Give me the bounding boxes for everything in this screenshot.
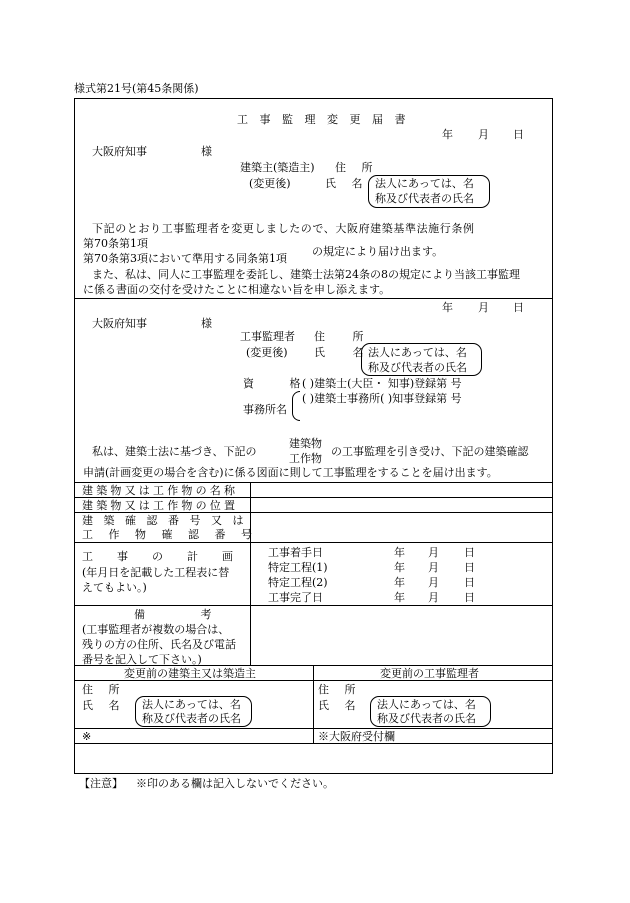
building-option-1[interactable]: 建築物 bbox=[289, 437, 322, 450]
prev-supervisor-name-label[interactable]: 氏 名 bbox=[318, 699, 362, 712]
office-name-label[interactable]: 事務所名 bbox=[243, 403, 287, 416]
section2-addressee: 大阪府知事 bbox=[92, 317, 147, 330]
law-ref-2: 第70条第3項において準用する同条第1項 bbox=[83, 252, 287, 265]
supervisor-changed-label: (変更後) bbox=[246, 346, 288, 359]
qualification-label: 資 格 bbox=[243, 377, 317, 390]
prev-owner-name-label[interactable]: 氏 名 bbox=[82, 699, 126, 712]
asterisk-cell: ※ bbox=[82, 730, 92, 743]
applicant-corp-note-1: 法人にあっては、名 bbox=[375, 177, 474, 190]
section1-body-line2-tail: の規定により届け出ます。 bbox=[312, 245, 444, 258]
section1-body-line1: 下記のとおり工事監理者を変更しましたので、大阪府建築基準法施行条例 bbox=[92, 222, 475, 235]
qualification-line-2[interactable]: ( )建築士事務所( )知事登録第 号 bbox=[302, 392, 462, 405]
supervisor-corp-note-2: 称及び代表者の氏名 bbox=[368, 361, 467, 374]
supervisor-label: 工事監理者 bbox=[240, 330, 295, 343]
prev-owner-corp-note-2: 称及び代表者の氏名 bbox=[142, 712, 241, 725]
prev-owner-corp-note-1: 法人にあっては、名 bbox=[142, 698, 241, 711]
supervisor-address-label[interactable]: 住 所 bbox=[314, 330, 376, 343]
confirm-number-label-2: 工作物確認番号 bbox=[82, 528, 268, 541]
prev-supervisor-corp-note-1: 法人にあっては、名 bbox=[377, 698, 476, 711]
building-location-label: 建築物又は工作物の位置 bbox=[82, 499, 239, 512]
applicant-address-label[interactable]: 住 所 bbox=[335, 161, 379, 174]
plan-note-1: (年月日を記載した工程表に替 bbox=[82, 566, 230, 579]
applicant-label: 建築主(築造主) bbox=[240, 161, 315, 174]
office-brace bbox=[292, 391, 300, 421]
prev-supervisor-address-label[interactable]: 住 所 bbox=[318, 683, 362, 696]
prev-owner-address-label[interactable]: 住 所 bbox=[82, 683, 126, 696]
remarks-note-2: 残りの方の住所、氏名及び電話 bbox=[82, 638, 236, 651]
supervisor-corp-note-1: 法人にあっては、名 bbox=[368, 346, 467, 359]
note-text: ※印のある欄は記入しないでください。 bbox=[136, 777, 334, 790]
plan-label: 工事の計画 bbox=[82, 550, 257, 563]
prev-supervisor-header: 変更前の工事監理者 bbox=[380, 667, 479, 680]
applicant-name-label[interactable]: 氏 名 bbox=[325, 177, 369, 190]
applicant-changed-label: (変更後) bbox=[249, 177, 291, 190]
section1-body-line3: また、私は、同人に工事監理を委託し、建築士法第24条の8の規定により当該工事監理 bbox=[92, 268, 520, 281]
applicant-corp-note-2: 称及び代表者の氏名 bbox=[375, 192, 474, 205]
section-divider bbox=[74, 298, 553, 299]
plan-note-2: えてもよい。) bbox=[82, 581, 147, 594]
section2-honorific: 様 bbox=[201, 317, 212, 330]
section2-body-line2: 申請(計画変更の場合を含む)に係る図面に則して工事監理をすることを届け出ます。 bbox=[83, 466, 498, 479]
prev-owner-header: 変更前の建築主又は築造主 bbox=[124, 667, 256, 680]
qualification-line-1[interactable]: ( )建築士(大臣・ 知事)登録第 号 bbox=[302, 377, 462, 390]
confirm-number-field[interactable] bbox=[251, 513, 552, 542]
remarks-field[interactable] bbox=[251, 606, 552, 665]
form-title: 工 事 監 理 変 更 届 書 bbox=[237, 113, 410, 126]
remarks-note-1: (工事監理者が複数の場合は、 bbox=[82, 623, 230, 636]
section1-body-line4: に係る書面の交付を受けたことに相違ない旨を申し添えます。 bbox=[83, 283, 391, 296]
remarks-label: 備 考 bbox=[134, 608, 238, 621]
form-number: 様式第21号(第45条関係) bbox=[74, 82, 199, 95]
receipt-cell: ※大阪府受付欄 bbox=[318, 730, 395, 743]
remarks-note-3: 番号を記入して下さい。) bbox=[82, 653, 202, 666]
building-location-field[interactable] bbox=[251, 498, 552, 512]
supervisor-name-label[interactable]: 氏 名 bbox=[314, 346, 376, 359]
note-label: 【注意】 bbox=[79, 777, 123, 790]
prev-supervisor-corp-note-2: 称及び代表者の氏名 bbox=[377, 712, 476, 725]
section2-body-line1-tail: の工事監理を引き受け、下記の建築確認 bbox=[331, 445, 529, 458]
building-name-label: 建築物又は工作物の名称 bbox=[82, 484, 239, 497]
section1-addressee: 大阪府知事 bbox=[92, 145, 147, 158]
section1-honorific: 様 bbox=[201, 145, 212, 158]
building-option-2[interactable]: 工作物 bbox=[289, 452, 322, 465]
law-ref-1: 第70条第1項 bbox=[83, 237, 148, 250]
building-name-field[interactable] bbox=[251, 483, 552, 497]
confirm-number-label-1: 建築確認番号又は bbox=[82, 514, 254, 527]
section2-body-line1-head: 私は、建築士法に基づき、下記の bbox=[92, 445, 257, 458]
